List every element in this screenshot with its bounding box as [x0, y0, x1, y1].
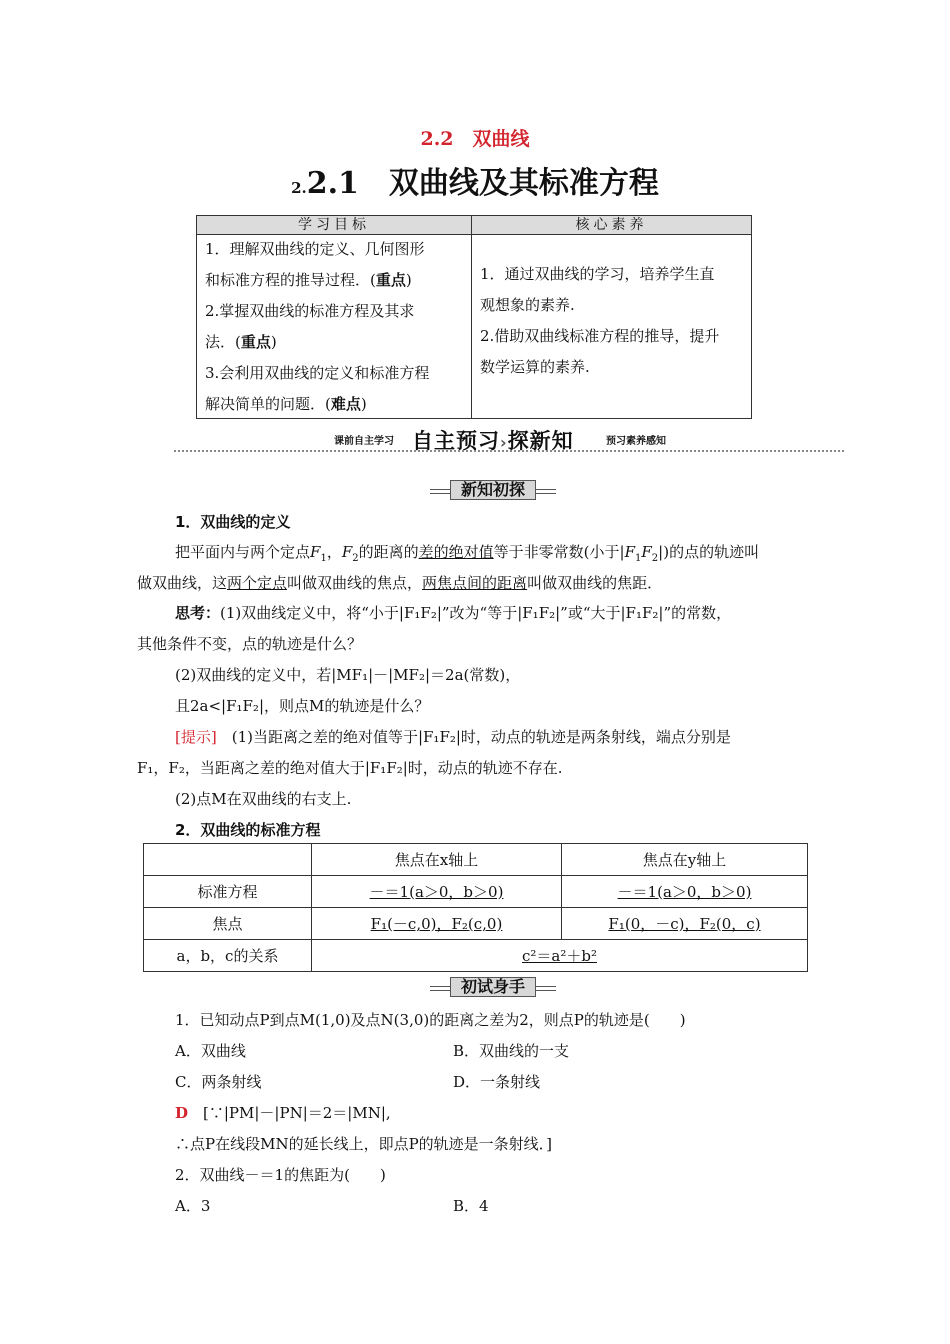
goals-header: 学习目标: [197, 216, 472, 235]
q2-option-b: B．4: [453, 1197, 489, 1215]
table-row: 焦点在x轴上 焦点在y轴上: [144, 844, 808, 876]
literacy-line: 观想象的素养.: [480, 296, 575, 314]
hint-2: (2)点M在双曲线的右支上.: [175, 790, 352, 808]
banner-left: 课前自主学习: [334, 436, 394, 447]
q1-option-a: A．双曲线: [175, 1042, 246, 1060]
q1-option-b: B．双曲线的一支: [453, 1042, 570, 1060]
definition-para-2: 做双曲线，这两个定点叫做双曲线的焦点，两焦点间的距离叫做双曲线的焦距．: [137, 574, 663, 592]
literacy-line: 1．通过双曲线的学习，培养学生直: [480, 265, 715, 283]
hint-1b: F₁，F₂，当距离之差的绝对值大于|F₁F₂|时，动点的轨迹不存在.: [137, 759, 563, 777]
answer-1b: ∴点P在线段MN的延长线上，即点P的轨迹是一条射线．]: [175, 1135, 553, 1153]
chapter-prefix: 2.: [291, 179, 307, 197]
banner-divider: [174, 450, 844, 452]
q2-option-a: A．3: [175, 1197, 211, 1215]
literacy-cell: [480, 259, 745, 383]
goal-line: 1．理解双曲线的定义、几何图形: [205, 240, 425, 258]
literacy-header: 核心素养: [472, 216, 751, 235]
section-title: 2.2 双曲线: [420, 128, 530, 150]
think-1: 思考：(1)双曲线定义中，将“小于|F₁F₂|”改为“等于|F₁F₂|”或“大于|F₁F₂|”的常数，: [175, 604, 732, 622]
q1-option-d: D．一条射线: [453, 1073, 541, 1091]
practice-title: 初试身手: [430, 977, 556, 997]
table-row: 焦点 F₁(－c,0)，F₂(c,0) F₁(0，－c)，F₂(0，c): [144, 908, 808, 940]
definition-para-1: 把平面内与两个定点$F_1$，$F_2$的距离的差的绝对值等于非零常数(小于$|F_1F_2|$)的点的轨迹叫: [175, 543, 760, 564]
goal-line: 2.掌握双曲线的标准方程及其求: [205, 302, 415, 320]
goal-line: 和标准方程的推导过程．(重点): [205, 271, 412, 289]
goals-table: [196, 215, 752, 419]
chapter-name: 2.1 双曲线及其标准方程: [306, 166, 659, 201]
answer-1: D [∵|PM|－|PN|＝2＝|MN|,: [175, 1104, 391, 1122]
definition-heading: 1．双曲线的定义: [175, 513, 291, 531]
q1-option-c: C．两条射线: [175, 1073, 262, 1091]
think-2: (2)双曲线的定义中，若|MF₁|－|MF₂|＝2a(常数)，: [175, 666, 521, 684]
equation-table: [143, 843, 808, 972]
question-2: 2．双曲线－＝1的焦距为( ): [175, 1166, 386, 1184]
question-1: 1．已知动点P到点M(1,0)及点N(3,0)的距离之差为2，则点P的轨迹是( ): [175, 1011, 686, 1029]
goals-cell: [205, 234, 467, 420]
section-banner: [174, 424, 844, 454]
literacy-line: 数学运算的素养.: [480, 358, 590, 376]
chapter-title: [0, 158, 950, 202]
table-row: 标准方程 －＝1(a＞0，b＞0) －＝1(a＞0，b＞0): [144, 876, 808, 908]
hint-1: [提示] (1)当距离之差的绝对值等于|F₁F₂|时，动点的轨迹是两条射线，端点分别是: [175, 728, 731, 746]
banner-right: 预习素养感知: [606, 436, 666, 447]
goal-line: 解决简单的问题．(难点): [205, 395, 367, 413]
think-1b: 其他条件不变，点的轨迹是什么？: [137, 635, 363, 653]
hint-label: [提示]: [175, 728, 217, 746]
table-row: a，b，c的关系 c²＝a²＋b²: [144, 940, 808, 972]
goal-line: 法．(重点): [205, 333, 277, 351]
think-2b: 且2a<|F₁F₂|，则点M的轨迹是什么？: [175, 697, 430, 715]
banner-main: 自主预习›探新知: [412, 429, 574, 453]
literacy-line: 2.借助双曲线标准方程的推导，提升: [480, 327, 720, 345]
goal-line: 3.会利用双曲线的定义和标准方程: [205, 364, 430, 382]
new-knowledge-title: 新知初探: [430, 480, 556, 500]
standard-eq-heading: 2．双曲线的标准方程: [175, 821, 321, 839]
